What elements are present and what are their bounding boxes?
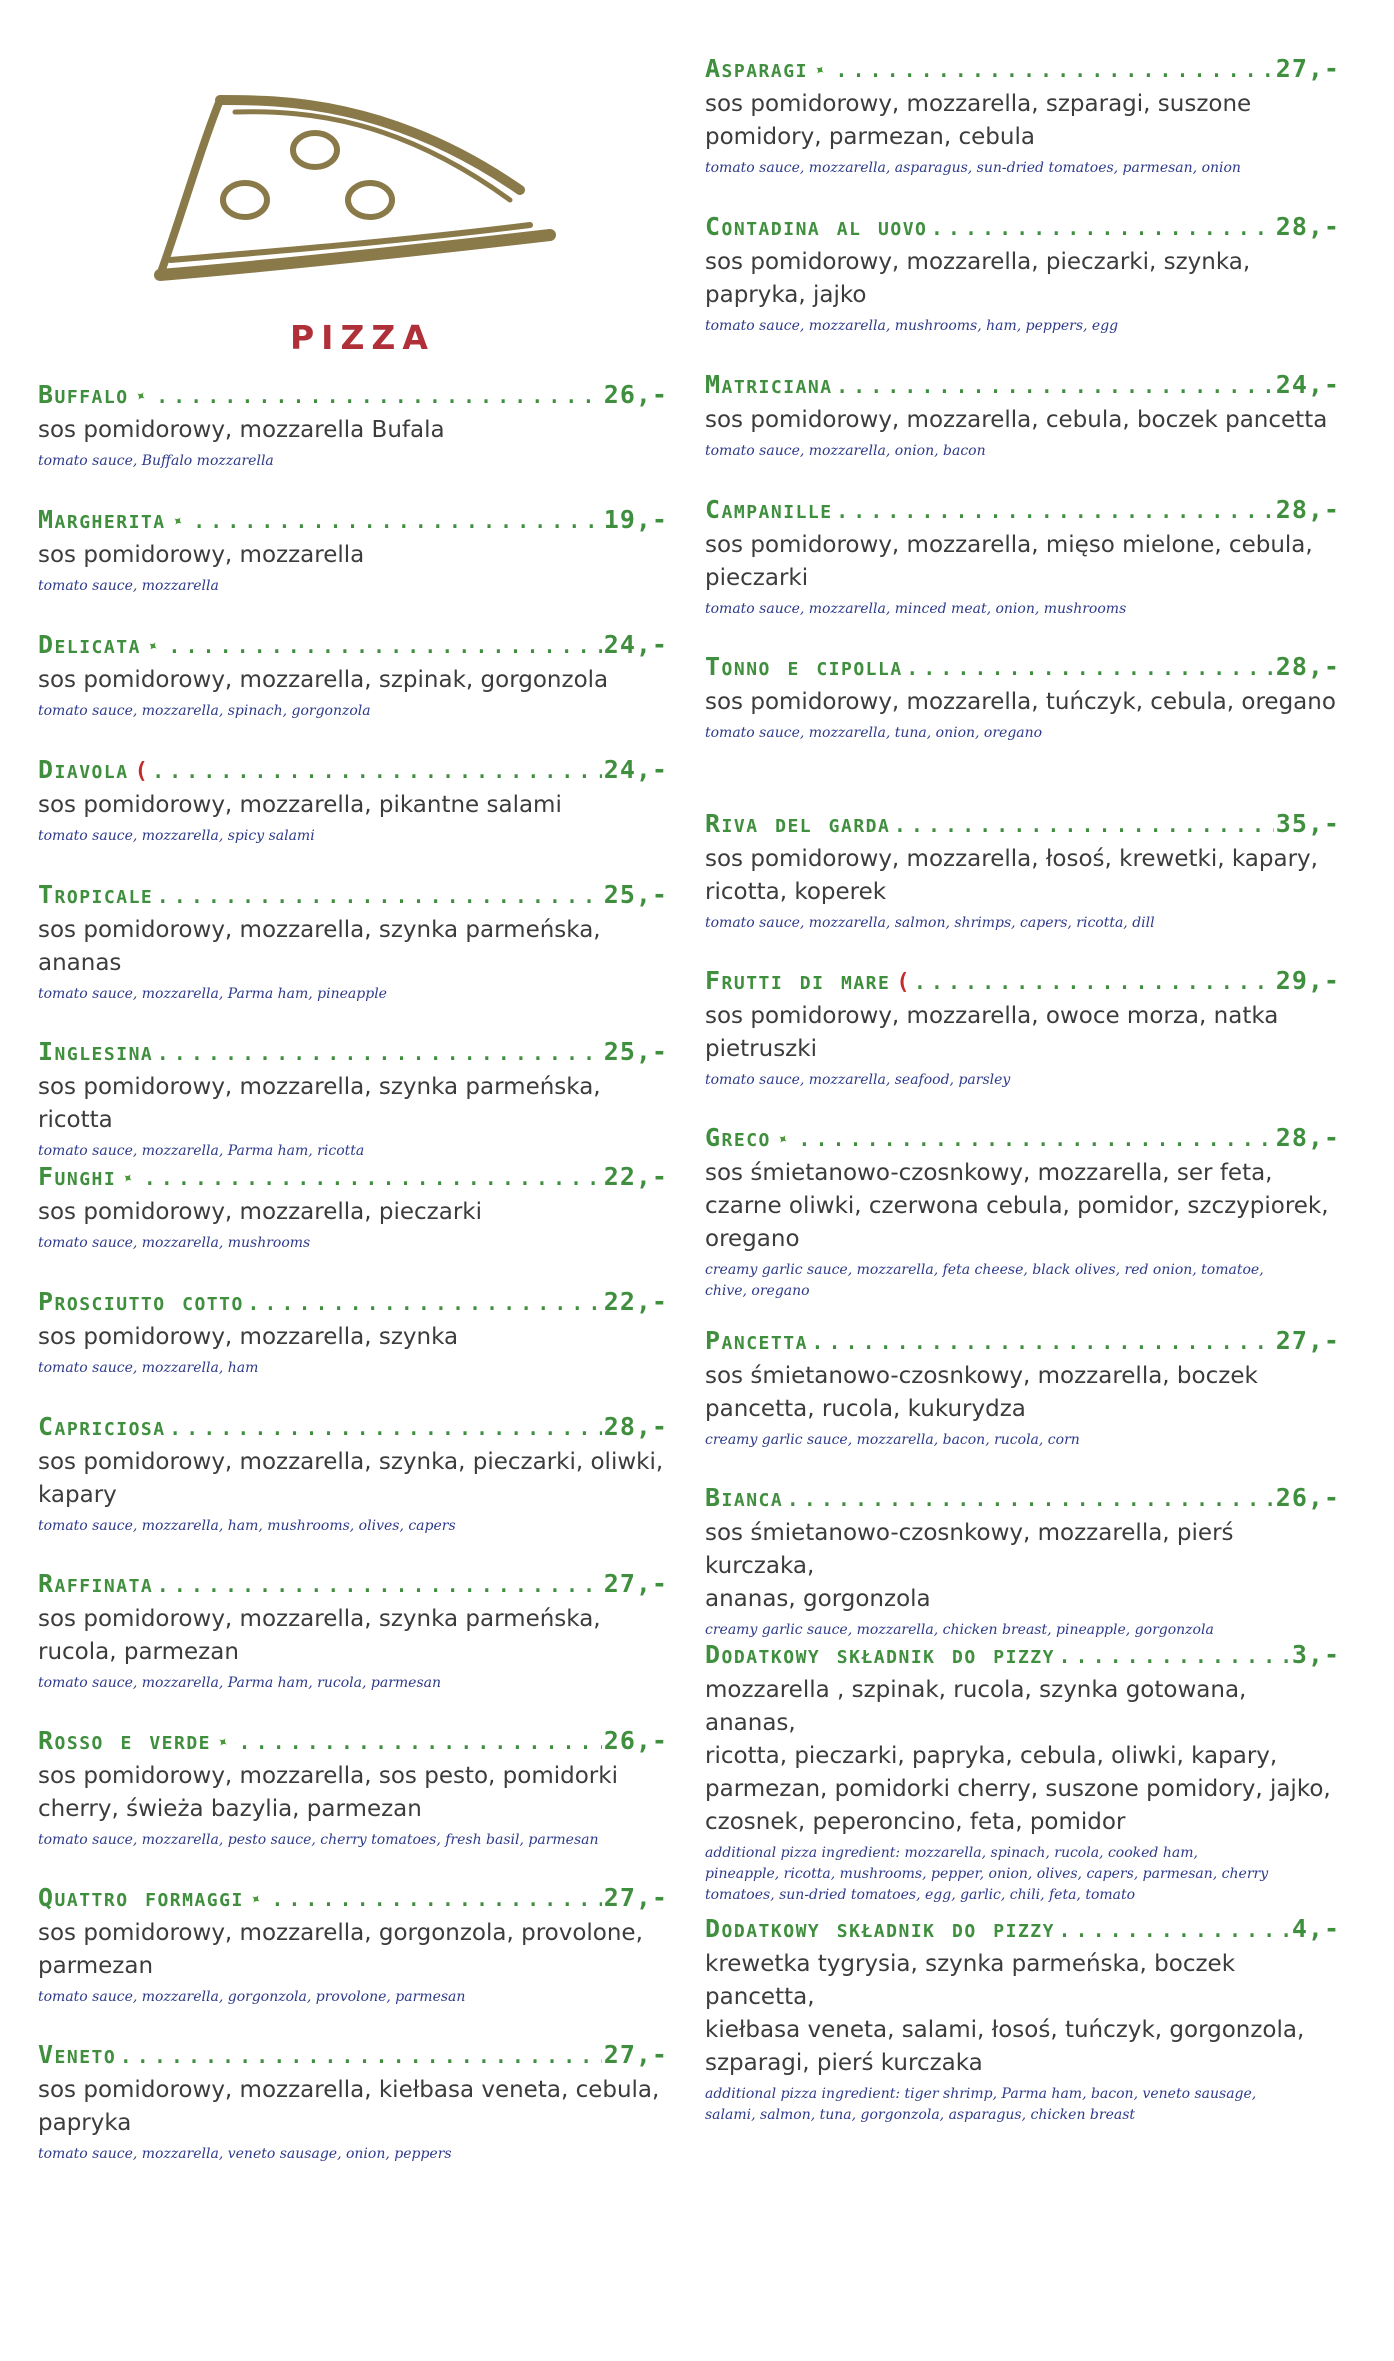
- menu-item-description: sos pomidorowy, mozzarella, pieczarki, szynka, papryka, jajko: [705, 249, 1251, 308]
- menu-item-title-row: [38, 1160, 668, 1194]
- dot-leader: [237, 1724, 602, 1758]
- menu-item-name: Dodatkowy składnik do pizzy: [705, 1914, 1055, 1943]
- menu-item-description: sos pomidorowy, mozzarella: [38, 542, 365, 568]
- menu-item-name: Frutti di mare: [705, 966, 891, 995]
- menu-item-price: 25,-: [603, 1037, 668, 1066]
- menu-item-price: 28,-: [603, 1412, 668, 1441]
- menu-item-name: Pancetta: [705, 1326, 808, 1355]
- menu-item-title-row: [705, 1638, 1340, 1672]
- dot-leader: [929, 210, 1273, 244]
- menu-item-english: tomato sauce, mozzarella, salmon, shrimps, capers, ricotta, dill: [705, 915, 1155, 931]
- menu-item-title-row: [705, 1481, 1340, 1515]
- dot-leader: [168, 1410, 602, 1444]
- menu-item-english: creamy garlic sauce, mozzarella, feta cheese, black olives, red onion, tomatoe, chive, oregano: [705, 1262, 1264, 1299]
- menu-item-description: sos śmietanowo-czosnkowy, mozzarella, ser feta, czarne oliwki, czerwona cebula, pomidor, szczypiorek, oregano: [705, 1160, 1329, 1252]
- dot-leader: [834, 52, 1274, 86]
- menu-item-name: Capriciosa: [38, 1412, 166, 1441]
- menu-item-title-row: [705, 52, 1340, 86]
- menu-item: [38, 1724, 668, 1851]
- menu-item-name: Quattro formaggi: [38, 1883, 244, 1912]
- menu-item-name: Veneto: [38, 2040, 117, 2069]
- menu-item-title-row: [38, 503, 668, 537]
- menu-item: [38, 1881, 668, 2008]
- leaf-icon: ✦: [245, 1886, 267, 1911]
- menu-item: [705, 650, 1340, 744]
- menu-item: [705, 493, 1340, 620]
- dot-leader: [905, 650, 1274, 684]
- menu-item-description: sos pomidorowy, mozzarella, łosoś, krewetki, kapary, ricotta, koperek: [705, 846, 1318, 905]
- menu-item-name: Campanille: [705, 495, 833, 524]
- menu-item-description: mozzarella , szpinak, rucola, szynka gotowana, ananas, ricotta, pieczarki, papryka, cebula, oliwki, kapary, parmezan, pomidorki cherry, suszone pomidory, jajko, czosnek, peperoncino, feta, pomidor: [705, 1677, 1331, 1835]
- menu-item-english: tomato sauce, mozzarella, tuna, onion, oregano: [705, 725, 1043, 741]
- menu-item-description: sos pomidorowy, mozzarella, szynka: [38, 1324, 459, 1350]
- menu-item-english: tomato sauce, mozzarella, ham: [38, 1360, 259, 1376]
- menu-item-price: 26,-: [603, 380, 668, 409]
- menu-item-title-row: [38, 1410, 668, 1444]
- menu-item-english: tomato sauce, mozzarella, spinach, gorgonzola: [38, 703, 371, 719]
- dot-leader: [155, 1035, 602, 1069]
- menu-item-name: Asparagi: [705, 54, 808, 83]
- menu-item-description: sos śmietanowo-czosnkowy, mozzarella, pierś kurczaka, ananas, gorgonzola: [705, 1520, 1234, 1612]
- menu-item: [38, 1035, 668, 1162]
- menu-item-english: tomato sauce, Buffalo mozzarella: [38, 453, 274, 469]
- menu-item-price: 24,-: [603, 630, 668, 659]
- dot-leader: [797, 1121, 1274, 1155]
- menu-item-name: Prosciutto cotto: [38, 1287, 244, 1316]
- leaf-icon: ✦: [118, 1165, 140, 1190]
- menu-item-name: Delicata: [38, 630, 141, 659]
- menu-item-description: sos pomidorowy, mozzarella, szpinak, gorgonzola: [38, 667, 609, 693]
- menu-item-english: creamy garlic sauce, mozzarella, chicken breast, pineapple, gorgonzola: [705, 1622, 1214, 1638]
- leaf-icon: ✦: [772, 1126, 794, 1151]
- menu-item: [705, 1481, 1340, 1641]
- menu-item-name: Margherita: [38, 505, 166, 534]
- menu-item-price: 27,-: [603, 1569, 668, 1598]
- menu-item-price: 4,-: [1291, 1914, 1340, 1943]
- menu-item-description: sos pomidorowy, mozzarella, szynka parmeńska, ananas: [38, 917, 601, 976]
- menu-item: [38, 503, 668, 597]
- menu-item-name: Tropicale: [38, 880, 154, 909]
- menu-item-price: 3,-: [1291, 1640, 1340, 1669]
- menu-item-name: Riva del garda: [705, 809, 891, 838]
- menu-item-description: sos pomidorowy, mozzarella, owoce morza, natka pietruszki: [705, 1003, 1279, 1062]
- menu-item-name: Greco: [705, 1123, 771, 1152]
- menu-item-name: Tonno e cipolla: [705, 652, 903, 681]
- menu-item-english: tomato sauce, mozzarella, spicy salami: [38, 828, 315, 844]
- menu-item-price: 22,-: [603, 1162, 668, 1191]
- menu-item-title-row: [38, 1724, 668, 1758]
- menu-item-english: tomato sauce, mozzarella, asparagus, sun-dried tomatoes, parmesan, onion: [705, 160, 1241, 176]
- menu-item-english: tomato sauce, mozzarella, veneto sausage, onion, peppers: [38, 2146, 452, 2162]
- dot-leader: [1057, 1638, 1290, 1672]
- dot-leader: [246, 1285, 602, 1319]
- dot-leader: [1057, 1912, 1290, 1946]
- menu-item: [38, 628, 668, 722]
- menu-item-title-row: [38, 1285, 668, 1319]
- menu-item-description: sos pomidorowy, mozzarella, kiełbasa veneta, cebula, papryka: [38, 2077, 660, 2136]
- menu-item-title-row: [38, 378, 668, 412]
- menu-item-english: tomato sauce, mozzarella, mushrooms: [38, 1235, 311, 1251]
- menu-item-english: creamy garlic sauce, mozzarella, bacon, rucola, corn: [705, 1432, 1080, 1448]
- menu-item-price: 28,-: [1275, 212, 1340, 241]
- dot-leader: [835, 368, 1274, 402]
- leaf-icon: ✦: [130, 383, 152, 408]
- menu-item-english: tomato sauce, mozzarella, onion, bacon: [705, 443, 986, 459]
- dot-leader: [142, 1160, 602, 1194]
- section-title: PIZZA: [290, 318, 435, 357]
- dot-leader: [835, 493, 1274, 527]
- menu-item-description: sos pomidorowy, mozzarella, szynka, pieczarki, oliwki, kapary: [38, 1449, 664, 1508]
- menu-item: [705, 52, 1340, 179]
- menu-item-title-row: [705, 368, 1340, 402]
- menu-item-english: tomato sauce, mozzarella, mushrooms, ham, peppers, egg: [705, 318, 1119, 334]
- menu-item-title-row: [38, 753, 668, 787]
- menu-item: [38, 1567, 668, 1694]
- dot-leader: [151, 753, 602, 787]
- menu-item-name: Bianca: [705, 1483, 784, 1512]
- menu-item-price: 28,-: [1275, 495, 1340, 524]
- menu-item-price: 27,-: [1275, 1326, 1340, 1355]
- menu-item-name: Diavola: [38, 755, 129, 784]
- menu-item: [705, 807, 1340, 934]
- dot-leader: [155, 1567, 602, 1601]
- menu-item-english: tomato sauce, mozzarella, Parma ham, pineapple: [38, 986, 387, 1002]
- menu-item-title-row: [38, 1881, 668, 1915]
- leaf-icon: ✦: [142, 633, 164, 658]
- menu-item-english: tomato sauce, mozzarella, Parma ham, ricotta: [38, 1143, 365, 1159]
- menu-item-name: Funghi: [38, 1162, 117, 1191]
- menu-item: [705, 210, 1340, 337]
- menu-item-english: tomato sauce, mozzarella, gorgonzola, provolone, parmesan: [38, 1989, 466, 2005]
- menu-item-price: 35,-: [1275, 809, 1340, 838]
- menu-item: [38, 2038, 668, 2165]
- menu-item-english: tomato sauce, mozzarella, minced meat, onion, mushrooms: [705, 601, 1127, 617]
- menu-item-english: tomato sauce, mozzarella, ham, mushrooms, olives, capers: [38, 1518, 456, 1534]
- menu-item-english: tomato sauce, mozzarella, Parma ham, rucola, parmesan: [38, 1675, 441, 1691]
- dot-leader: [192, 503, 602, 537]
- menu-item-title-row: [705, 210, 1340, 244]
- menu-item-name: Inglesina: [38, 1037, 154, 1066]
- menu-item-description: krewetka tygrysia, szynka parmeńska, boczek pancetta, kiełbasa veneta, salami, łosoś, tuńczyk, gorgonzola, szparagi, pierś kurczaka: [705, 1951, 1305, 2076]
- menu-item-price: 19,-: [603, 505, 668, 534]
- menu-item-price: 22,-: [603, 1287, 668, 1316]
- menu-item: [705, 368, 1340, 462]
- menu-item-price: 24,-: [603, 755, 668, 784]
- menu-item-english: tomato sauce, mozzarella, pesto sauce, cherry tomatoes, fresh basil, parmesan: [38, 1832, 599, 1848]
- pizza-slice-logo: [140, 60, 580, 300]
- menu-item-description: sos śmietanowo-czosnkowy, mozzarella, boczek pancetta, rucola, kukurydza: [705, 1363, 1258, 1422]
- menu-item-description: sos pomidorowy, mozzarella, mięso mielone, cebula, pieczarki: [705, 532, 1313, 591]
- menu-item: [38, 753, 668, 847]
- menu-item-name: Dodatkowy składnik do pizzy: [705, 1640, 1055, 1669]
- dot-leader: [118, 2038, 602, 2072]
- dot-leader: [155, 378, 602, 412]
- dot-leader: [270, 1881, 602, 1915]
- menu-item-title-row: [705, 493, 1340, 527]
- menu-item: [705, 1121, 1340, 1302]
- menu-item-price: 27,-: [603, 2040, 668, 2069]
- menu-item: [38, 1410, 668, 1537]
- menu-item-price: 28,-: [1275, 652, 1340, 681]
- dot-leader: [912, 964, 1273, 998]
- menu-item-description: sos pomidorowy, mozzarella, sos pesto, pomidorki cherry, świeża bazylia, parmezan: [38, 1763, 618, 1822]
- menu-item-price: 25,-: [603, 880, 668, 909]
- leaf-icon: ✦: [212, 1729, 234, 1754]
- menu-item-price: 27,-: [1275, 54, 1340, 83]
- menu-item-title-row: [705, 1324, 1340, 1358]
- dot-leader: [155, 878, 602, 912]
- menu-item-price: 24,-: [1275, 370, 1340, 399]
- menu-item-description: sos pomidorowy, mozzarella, pieczarki: [38, 1199, 482, 1225]
- menu-item-price: 28,-: [1275, 1123, 1340, 1152]
- menu-item-name: Contadina al uovo: [705, 212, 928, 241]
- menu-item-title-row: [38, 1567, 668, 1601]
- menu-item: [38, 1160, 668, 1254]
- leaf-icon: ✦: [167, 508, 189, 533]
- menu-item-title-row: [38, 1035, 668, 1069]
- chili-icon: (: [896, 970, 910, 995]
- menu-item-english: tomato sauce, mozzarella, seafood, parsley: [705, 1072, 1011, 1088]
- menu-item: [38, 1285, 668, 1379]
- menu-item-description: sos pomidorowy, mozzarella, szynka parmeńska, ricotta: [38, 1074, 601, 1133]
- menu-item-description: sos pomidorowy, mozzarella, szynka parmeńska, rucola, parmezan: [38, 1606, 601, 1665]
- menu-item-price: 29,-: [1275, 966, 1340, 995]
- menu-item-price: 26,-: [1275, 1483, 1340, 1512]
- menu-item-title-row: [705, 1121, 1340, 1155]
- menu-item: [705, 1638, 1340, 1906]
- menu-item-description: sos pomidorowy, mozzarella, gorgonzola, provolone, parmezan: [38, 1920, 643, 1979]
- menu-item: [38, 878, 668, 1005]
- menu-item-name: Matriciana: [705, 370, 833, 399]
- menu-item-title-row: [705, 650, 1340, 684]
- menu-item-name: Buffalo: [38, 380, 129, 409]
- menu-item: [38, 378, 668, 472]
- menu-item-price: 26,-: [603, 1726, 668, 1755]
- menu-item-title-row: [705, 964, 1340, 998]
- menu-item-english: tomato sauce, mozzarella: [38, 578, 219, 594]
- menu-item-description: sos pomidorowy, mozzarella, pikantne salami: [38, 792, 562, 818]
- dot-leader: [810, 1324, 1274, 1358]
- menu-item: [705, 1324, 1340, 1451]
- menu-item-english: additional pizza ingredient: mozzarella, spinach, rucola, cooked ham, pineapple, ricotta, mushrooms, pepper, onion, olives, capers, parmesan, cherry tomatoes, sun-dried tomatoes, egg, garlic, chili, feta, tomato: [705, 1845, 1269, 1903]
- menu-item-price: 27,-: [603, 1883, 668, 1912]
- dot-leader: [785, 1481, 1274, 1515]
- menu-item-title-row: [705, 1912, 1340, 1946]
- menu-item-description: sos pomidorowy, mozzarella Bufala: [38, 417, 445, 443]
- menu-item-title-row: [705, 807, 1340, 841]
- menu-item-title-row: [38, 628, 668, 662]
- dot-leader: [892, 807, 1273, 841]
- menu-item: [705, 1912, 1340, 2126]
- menu-item: [705, 964, 1340, 1091]
- menu-item-name: Raffinata: [38, 1569, 154, 1598]
- menu-item-description: sos pomidorowy, mozzarella, tuńczyk, cebula, oregano: [705, 689, 1336, 715]
- menu-item-name: Rosso e verde: [38, 1726, 212, 1755]
- menu-item-title-row: [38, 878, 668, 912]
- menu-item-description: sos pomidorowy, mozzarella, cebula, boczek pancetta: [705, 407, 1328, 433]
- dot-leader: [167, 628, 602, 662]
- menu-item-title-row: [38, 2038, 668, 2072]
- chili-icon: (: [134, 759, 148, 784]
- menu-item-english: additional pizza ingredient: tiger shrimp, Parma ham, bacon, veneto sausage, salami, salmon, tuna, gorgonzola, asparagus, chicken breast: [705, 2086, 1257, 2123]
- menu-item-description: sos pomidorowy, mozzarella, szparagi, suszone pomidory, parmezan, cebula: [705, 91, 1252, 150]
- leaf-icon: ✦: [809, 57, 831, 82]
